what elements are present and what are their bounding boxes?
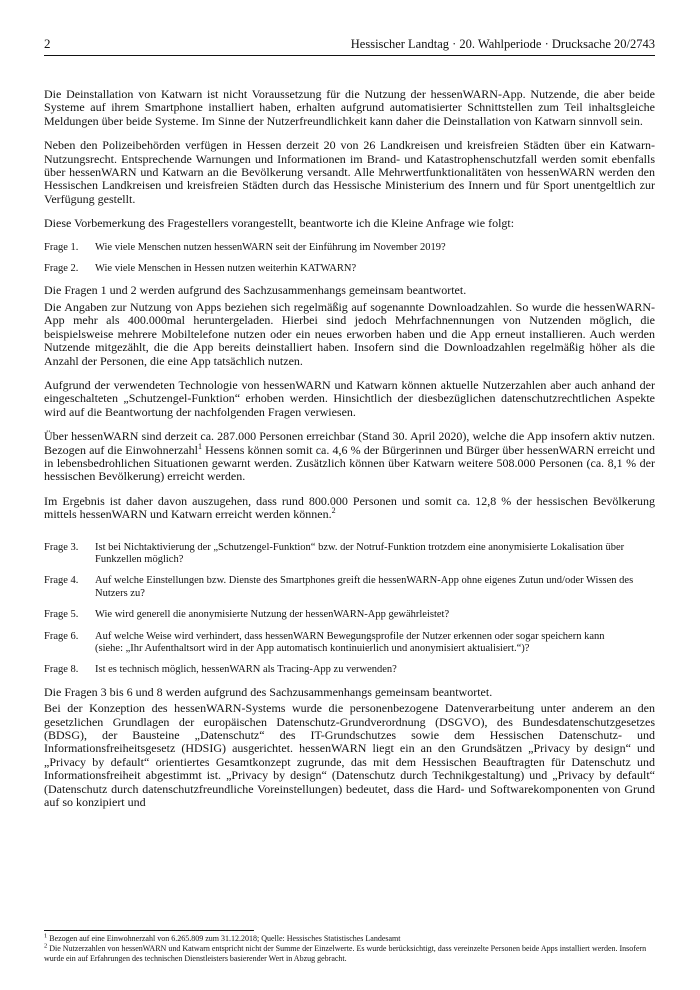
question-text: Wie wird generell die anonymisierte Nutzung der hessenWARN-App gewährleistet? [95, 609, 450, 621]
question-6-quote: (siehe: „Ihr Aufenthaltsort wird in der App automatisch kontinuierlich und anonymisiert aktualisiert.“)? [95, 643, 530, 654]
question-label: Frage 4. [44, 575, 79, 587]
footnote-number: 2 [44, 942, 48, 950]
answer-1-2-reach [44, 430, 655, 484]
footnote-text: Bezogen auf eine Einwohnerzahl von 6.265.809 zum 31.12.2018; Quelle: Hessisches Statistisches Landesamt [47, 934, 401, 943]
question-8 [44, 664, 655, 676]
question-text [95, 631, 655, 656]
question-text: Auf welche Einstellungen bzw. Dienste des Smartphones greift die hessenWARN-App ohne eigenes Zutun und/oder Wissen des Nutzers zu? [95, 575, 634, 599]
footnote-divider [44, 930, 254, 931]
footnote-text: Die Nutzerzahlen von hessenWARN und Katwarn entspricht nicht der Summe der Einzelwerte. Es wurde berücksichtigt, dass vereinzelte Personen beide Apps installiert werden. Insofern wurde ein auf Erfahrungen des technischen Dienstleisters basierender Wert in Abzug gebracht. [44, 944, 647, 963]
header-meta: Hessischer Landtag · 20. Wahlperiode · Drucksache 20/2743 [350, 37, 655, 51]
question-6 [44, 631, 655, 656]
answer-1-2-intro: Die Fragen 1 und 2 werden aufgrund des Sachzusammenhangs gemeinsam beantwortet. [44, 283, 467, 298]
page-number: 2 [44, 36, 51, 51]
question-4 [44, 575, 655, 600]
question-label: Frage 8. [44, 664, 79, 676]
footnote-2 [44, 944, 655, 964]
question-label: Frage 1. [44, 241, 79, 253]
answer-1-2-result [44, 495, 655, 522]
footnote-ref-2: 2 [331, 506, 336, 516]
answer-3-8-intro: Die Fragen 3 bis 6 und 8 werden aufgrund des Sachzusammenhangs gemeinsam beantwortet. [44, 684, 493, 699]
question-3 [44, 542, 655, 567]
footnotes [44, 930, 655, 964]
paragraph-deinstallation: Die Deinstallation von Katwarn ist nicht Voraussetzung für die Nutzung der hessenWARN-App. Nutzende, die aber beide Systeme auf ihrem Smartphone installiert haben, erhalten aufgrund automatisierter Schnittstellen zum Teil inhaltsgleiche Meldungen über beide Systeme. Im Sinne der Nutzerfreundlichkeit kann daher die Deinstallation von Katwarn sinnvoll sein. [44, 87, 655, 128]
page-header [44, 36, 655, 56]
question-2 [44, 263, 655, 275]
question-1 [44, 242, 655, 254]
question-label: Frage 2. [44, 263, 79, 275]
reach-text-b: Hessens können somit ca. 4,6 % der Bürgerinnen und Bürger über hessenWARN erreicht und in lebensbedrohlichen Situationen gewarnt werden. Zusätzlich können über Katwarn weitere 508.000 Personen (ca. 8,1 % der hessischen Bevölkerung) erreicht werden. [44, 442, 656, 484]
question-label: Frage 6. [44, 630, 79, 642]
result-text: Im Ergebnis ist daher davon auszugehen, dass rund 800.000 Personen und somit ca. 12,8 % der hessischen Bevölkerung mittels hessenWARN und Katwarn erreicht werden können. [44, 493, 655, 522]
footnote-1 [44, 934, 655, 944]
footnote-ref-1: 1 [197, 441, 202, 451]
question-6-text: Auf welche Weise wird verhindert, dass hessenWARN Bewegungsprofile der Nutzer erkennen oder sogar speichern kann [95, 630, 605, 642]
answer-3-8-privacy: Bei der Konzeption des hessenWARN-Systems wurde die personenbezogene Datenverarbeitung unter anderem an den gesetzlichen Grundlagen der europäischen Datenschutz-Grundverordnung (DSGVO), des Bundesdatenschutzgesetzes (BDSG), der Bausteine „Datenschutz“ des IT-Grundschutzes sowie dem Hessischen Datenschutz- und Informationsfreiheitsgesetz (HDSIG) ausgerichtet. hessenWARN liegt ein an den Grundsätzen „Privacy by design“ und „Privacy by default“ orientiertes Gesamtkonzept zugrunde, das mit dem Hessischen Beauftragten für Datenschutz und Informationsfreiheit abgestimmt ist. „Privacy by design“ (Datenschutz durch Technikgestaltung) und „Privacy by default“ (Datenschutz durch datenschutzfreundliche Voreinstellungen) bedeutet, dass die Hard- und Softwarekomponenten von Grund auf so konzipiert und [44, 701, 655, 810]
answer-1-2-downloads: Die Angaben zur Nutzung von Apps beziehen sich regelmäßig auf sogenannte Downloadzahlen. So wurde die hessenWARN-App mehr als 400.000mal heruntergeladen. Hierbei sind jedoch Mehrfachnennungen von Nutzenden möglich, die beispielsweise mehrere Mobiltelefone nutzen oder ein neues erworben haben und die App erneut installieren. Auch werden Nutzende mitgezählt, die die App bereits deinstalliert haben. Insofern sind die Downloadzahlen regelmäßig höher als die Anzahl der Personen, die eine App tatsächlich nutzen. [44, 299, 655, 368]
question-text: Ist es technisch möglich, hessenWARN als Tracing-App zu verwenden? [95, 664, 397, 676]
question-text: Ist bei Nichtaktivierung der „Schutzengel-Funktion“ bzw. der Notruf-Funktion trotzdem eine anonymisierte Lokalisation über Funkzellen möglich? [95, 541, 625, 565]
question-label: Frage 3. [44, 541, 79, 553]
reach-text-a: Über hessenWARN sind derzeit ca. 287.000 Personen erreichbar (Stand 30. April 2020), welche die App insofern aktiv nutzen. Bezogen auf die Einwohnerzahl [44, 429, 655, 457]
footnote-number: 1 [44, 932, 48, 940]
paragraph-landkreise: Neben den Polizeibehörden verfügen in Hessen derzeit 20 von 26 Landkreisen und kreisfreien Städten über ein Katwarn-Nutzungsrecht. Entsprechende Warnungen und Informationen im Brand- und Katastrophenschutzfall werden somit ebenfalls über hessenWARN und Katwarn an die Bevölkerung versandt. Alle Mehrwertfunktionalitäten von hessenWARN werden den Hessischen Landkreisen und kreisfreien Städten durch das Hessische Ministerium des Innern und für Sport unentgeltlich zur Verfügung gestellt. [44, 138, 655, 206]
paragraph-vorbemerkung: Diese Vorbemerkung des Fragestellers vorangestellt, beantworte ich die Kleine Anfrage wie folgt: [44, 216, 515, 231]
question-text: Wie viele Menschen in Hessen nutzen weiterhin KATWARN? [95, 263, 357, 275]
document-page [44, 36, 656, 810]
question-text: Wie viele Menschen nutzen hessenWARN seit der Einführung im November 2019? [95, 241, 446, 253]
question-label: Frage 5. [44, 609, 79, 621]
document-body [44, 88, 655, 820]
answer-1-2-schutzengel: Aufgrund der verwendeten Technologie von hessenWARN und Katwarn können aktuelle Nutzerzahlen aber auch anhand der eingeschalteten „Schutzengel-Funktion“ erhoben werden. Hinsichtlich der diesbezüglichen datenschutzrechtlichen Aspekte wird auf die Beantwortung der nachfolgenden Fragen verwiesen. [44, 377, 655, 419]
question-5 [44, 609, 655, 621]
